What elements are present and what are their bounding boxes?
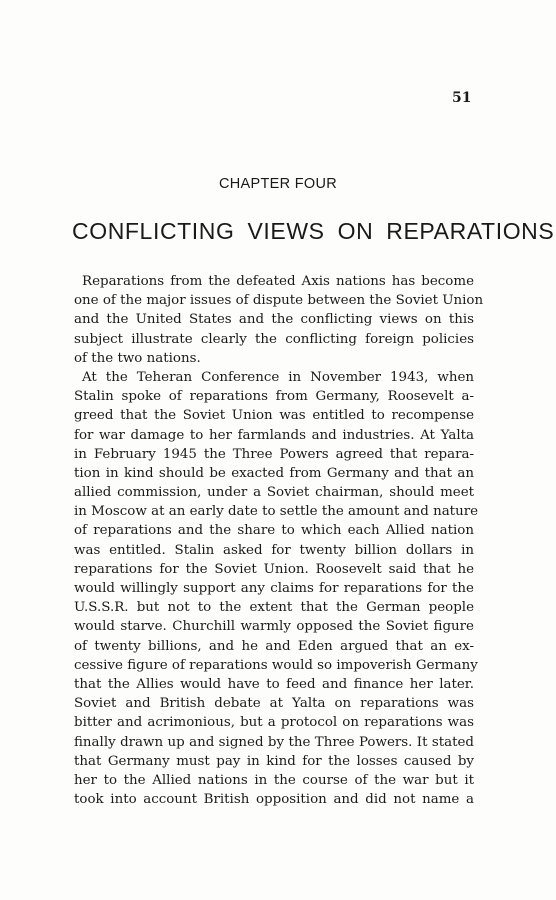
text-line: of reparations and the share to which each Allied nation bbox=[74, 523, 474, 539]
text-line: Soviet and British debate at Yalta on reparations was bbox=[74, 696, 474, 712]
text-line: her to the Allied nations in the course of the war but it bbox=[74, 772, 474, 788]
text-line: tion in kind should be exacted from Germany and that an bbox=[74, 465, 474, 481]
text-line: in February 1945 the Three Powers agreed that repara- bbox=[74, 446, 474, 462]
text-line: greed that the Soviet Union was entitled to recompense bbox=[74, 408, 474, 424]
text-line: cessive figure of reparations would so impoverish Germany bbox=[74, 657, 478, 673]
paragraph-2 bbox=[74, 368, 479, 809]
paragraph-1 bbox=[74, 272, 484, 368]
text-line: U.S.S.R. but not to the extent that the German people bbox=[74, 600, 474, 616]
text-line: At the Teheran Conference in November 1943, when bbox=[82, 369, 474, 385]
chapter-label: CHAPTER FOUR bbox=[219, 176, 337, 192]
text-line: and the United States and the conflicting views on this bbox=[74, 312, 474, 328]
text-line: that Germany must pay in kind for the losses caused by bbox=[74, 753, 474, 769]
text-line: that the Allies would have to feed and finance her later. bbox=[74, 676, 474, 692]
text-line: in Moscow at an early date to settle the amount and nature bbox=[74, 504, 479, 520]
text-line: of the two nations. bbox=[74, 350, 201, 366]
text-line: would starve. Churchill warmly opposed the Soviet figure bbox=[74, 619, 474, 635]
text-line: was entitled. Stalin asked for twenty billion dollars in bbox=[74, 542, 474, 558]
text-line: allied commission, under a Soviet chairman, should meet bbox=[74, 485, 474, 501]
page-number: 51 bbox=[452, 90, 472, 106]
text-line: bitter and acrimonious, but a protocol on reparations was bbox=[74, 715, 474, 731]
text-line: took into account British opposition and did not name a bbox=[74, 792, 474, 808]
text-line: Stalin spoke of reparations from Germany, Roosevelt a- bbox=[74, 389, 474, 405]
text-line: for war damage to her farmlands and industries. At Yalta bbox=[74, 427, 474, 443]
text-line: reparations for the Soviet Union. Roosevelt said that he bbox=[74, 561, 474, 577]
text-line: one of the major issues of dispute between the Soviet Union bbox=[74, 293, 484, 309]
body-text bbox=[74, 272, 484, 809]
text-line: Reparations from the defeated Axis nations has become bbox=[82, 274, 474, 289]
text-line: finally drawn up and signed by the Three Powers. It stated bbox=[74, 734, 474, 750]
text-line: would willingly support any claims for reparations for the bbox=[74, 581, 474, 596]
text-line: subject illustrate clearly the conflicting foreign policies bbox=[74, 331, 474, 347]
chapter-title: CONFLICTING VIEWS ON REPARATIONS bbox=[72, 218, 555, 244]
text-line: of twenty billions, and he and Eden argued that an ex- bbox=[74, 638, 474, 654]
